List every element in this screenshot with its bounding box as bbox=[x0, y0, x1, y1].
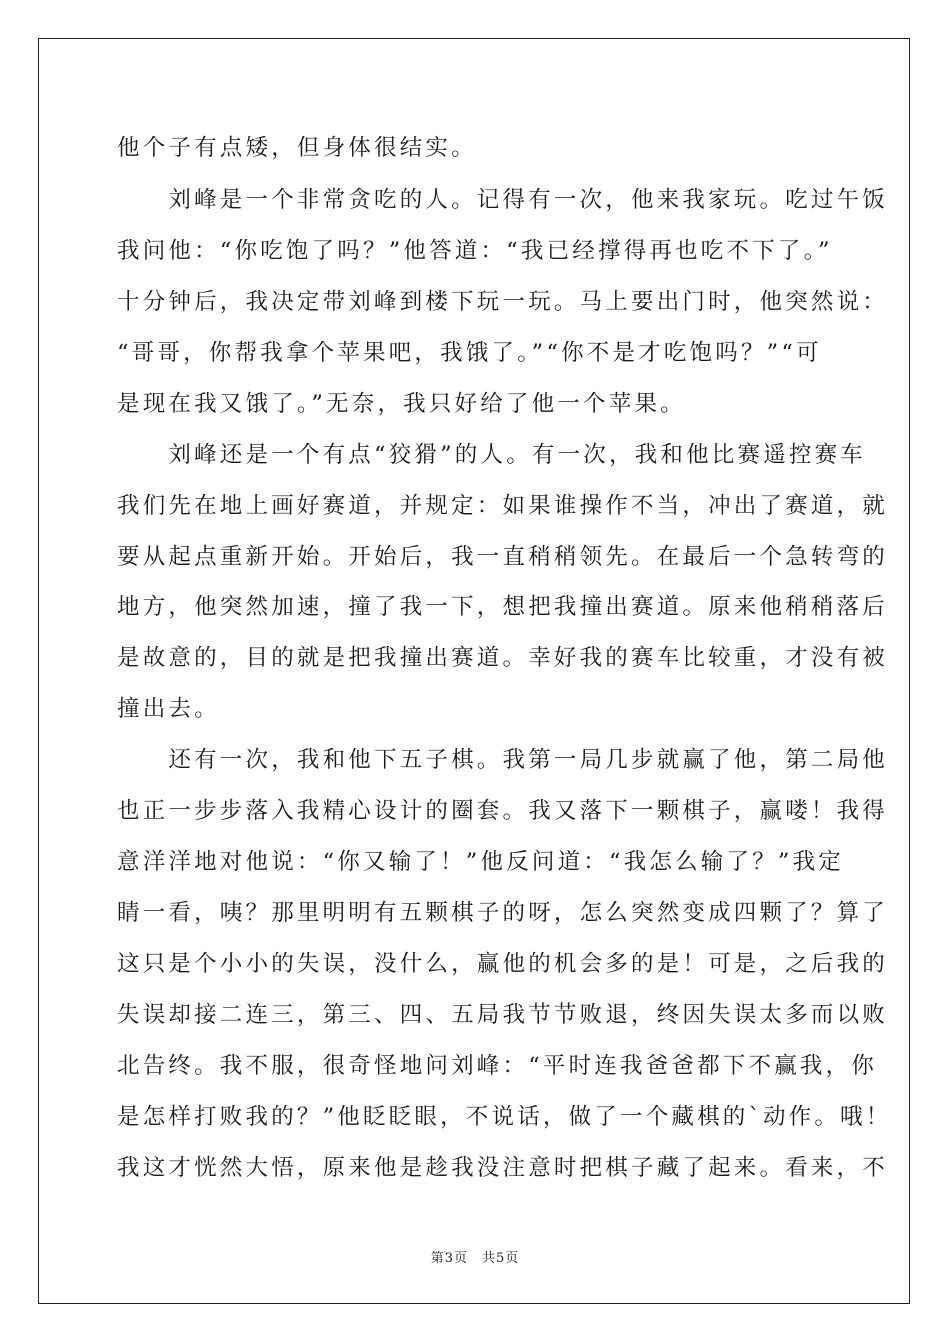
text-line: 意洋洋地对他说：“你又输了！”他反问道：“我怎么输了？”我定 bbox=[117, 849, 845, 875]
text-line: 他个子有点矮，但身体很结实。 bbox=[117, 135, 477, 161]
text-line: 我这才恍然大悟，原来他是趁我没注意时把棋子藏了起来。看来，不 bbox=[117, 1155, 889, 1181]
text-line: 刘峰是一个非常贪吃的人。记得有一次，他来我家玩。吃过午饭 bbox=[117, 187, 889, 213]
text-line: 还有一次，我和他下五子棋。我第一局几步就赢了他，第二局他 bbox=[117, 747, 889, 773]
text-line: 我们先在地上画好赛道，并规定：如果谁操作不当，冲出了赛道，就 bbox=[117, 493, 889, 519]
text-line: 刘峰还是一个有点“狡猾”的人。有一次，我和他比赛遥控赛车 bbox=[117, 442, 867, 468]
text-line: 我问他：“你吃饱了吗？”他答道：“我已经撑得再也吃不下了。” bbox=[117, 238, 833, 264]
text-line: 要从起点重新开始。开始后，我一直稍稍领先。在最后一个急转弯的 bbox=[117, 544, 889, 570]
text-line: 这只是个小小的失误，没什么，赢他的机会多的是！可是，之后我的 bbox=[117, 951, 889, 977]
page-number: 第3页 共5页 bbox=[430, 1251, 520, 1266]
text-line: 是故意的，目的就是把我撞出赛道。幸好我的赛车比较重，才没有被 bbox=[117, 645, 889, 671]
text-line: “哥哥，你帮我拿个苹果吧，我饿了。”“你不是才吃饱吗？”“可 bbox=[117, 340, 822, 366]
text-line: 撞出去。 bbox=[117, 696, 220, 722]
text-line: 也正一步步落入我精心设计的圈套。我又落下一颗棋子，赢喽！我得 bbox=[117, 798, 889, 824]
text-line: 地方，他突然加速，撞了我一下，想把我撞出赛道。原来他稍稍落后 bbox=[117, 594, 889, 620]
text-line: 北告终。我不服，很奇怪地问刘峰：“平时连我爸爸都下不赢我，你 bbox=[117, 1053, 878, 1079]
text-line: 十分钟后，我决定带刘峰到楼下玩一玩。马上要出门时，他突然说： bbox=[117, 289, 889, 315]
text-line: 是怎样打败我的？”他眨眨眼，不说话，做了一个藏棋的`动作。哦！ bbox=[117, 1104, 892, 1130]
text-line: 睛一看，咦？那里明明有五颗棋子的呀，怎么突然变成四颗了？算了 bbox=[117, 900, 889, 926]
text-line: 是现在我又饿了。”无奈，我只好给了他一个苹果。 bbox=[117, 391, 686, 417]
text-line: 失误却接二连三，第三、四、五局我节节败退，终因失误太多而以败 bbox=[117, 1002, 889, 1028]
